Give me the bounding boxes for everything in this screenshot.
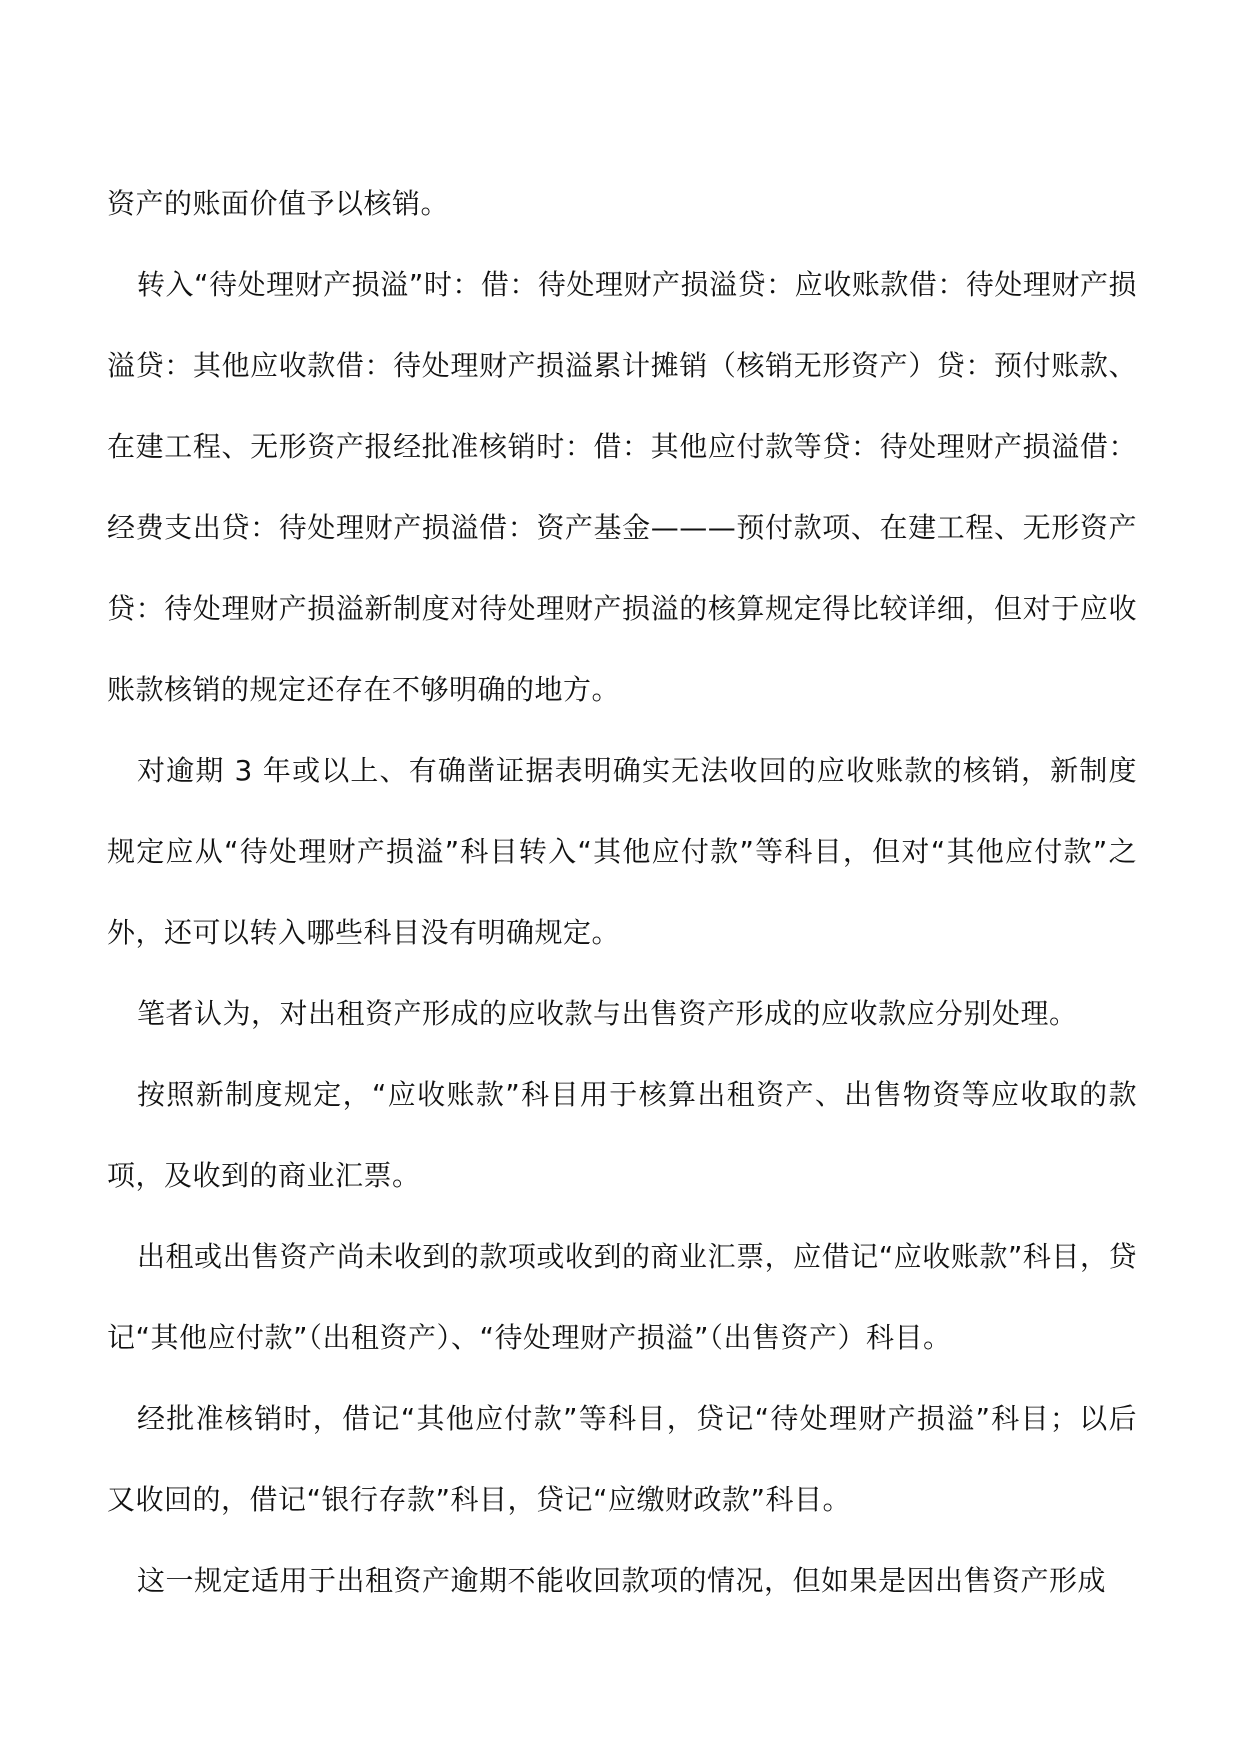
paragraph-2: 转入“待处理财产损溢”时：借：待处理财产损溢贷：应收账款借：待处理财产损溢贷：其他应收款借：待处理财产损溢累计摊销（核销无形资产）贷：预付账款、在建工程、无形资产报经批准核销时：借：其他应付款等贷：待处理财产损溢借：经费支出贷：待处理财产损溢借：资产基金———预付款项、在建工程、无形资产贷：待处理财产损溢新制度对待处理财产损溢的核算规定得比较详细，但对于应收账款核销的规定还存在不够明确的地方。 <box>107 268 1137 706</box>
paragraph-6: 出租或出售资产尚未收到的款项或收到的商业汇票，应借记“应收账款”科目，贷记“其他应付款”（出租资产）、“待处理财产损溢”（出售资产）科目。 <box>107 1240 1137 1354</box>
paragraph-8: 这一规定适用于出租资产逾期不能收回款项的情况，但如果是因出售资产形成 <box>137 1564 1107 1597</box>
paragraph-4: 笔者认为，对出租资产形成的应收款与出售资产形成的应收款应分别处理。 <box>137 997 1078 1030</box>
paragraph-7: 经批准核销时，借记“其他应付款”等科目，贷记“待处理财产损溢”科目；以后又收回的，借记“银行存款”科目，贷记“应缴财政款”科目。 <box>107 1402 1137 1516</box>
paragraph-5: 按照新制度规定，“应收账款”科目用于核算出租资产、出售物资等应收取的款项，及收到的商业汇票。 <box>107 1078 1137 1192</box>
paragraph-3: 对逾期 3 年或以上、有确凿证据表明确实无法收回的应收账款的核销，新制度规定应从“待处理财产损溢”科目转入“其他应付款”等科目，但对“其他应付款”之外，还可以转入哪些科目没有明确规定。 <box>107 754 1137 949</box>
document-body <box>107 163 1137 1621</box>
paragraph-1: 资产的账面价值予以核销。 <box>107 187 450 220</box>
